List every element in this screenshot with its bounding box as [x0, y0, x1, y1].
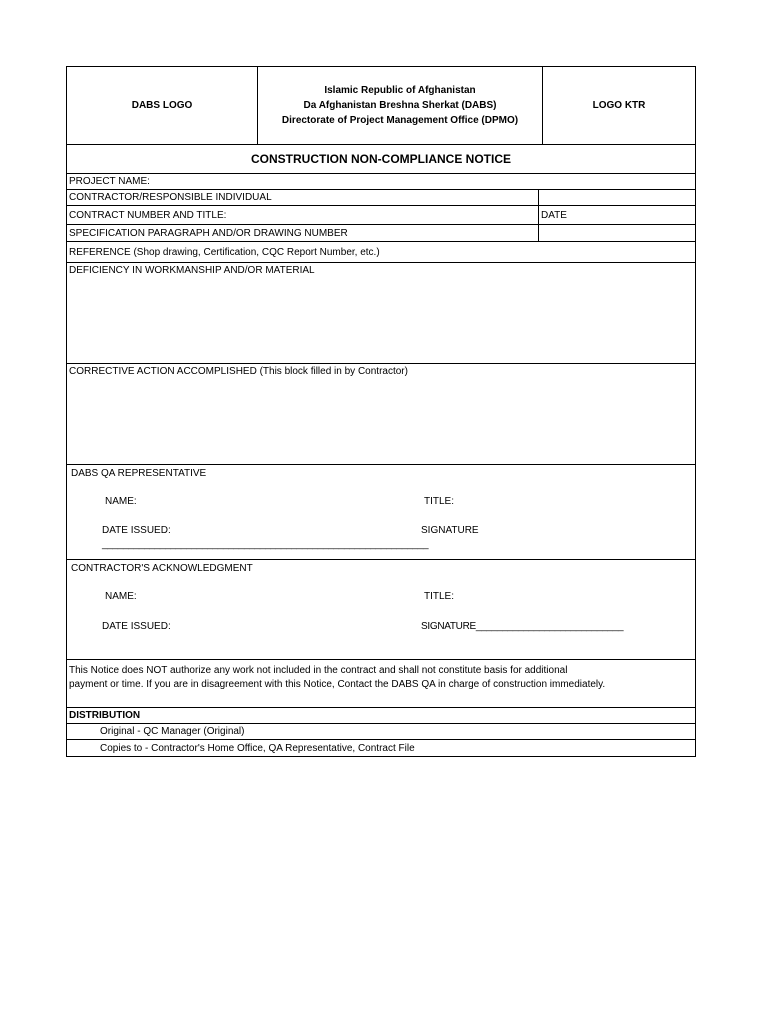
ack-heading: CONTRACTOR'S ACKNOWLEDGMENT: [71, 563, 253, 574]
reference-label: REFERENCE (Shop drawing, Certification, CQC Report Number, etc.): [69, 246, 380, 258]
notice-line-2: payment or time. If you are in disagreement with this Notice, Contact the DABS QA in charge of construction immediately.: [69, 679, 606, 690]
contractor-acknowledgment-block: [67, 560, 695, 660]
org-line-2: Da Afghanistan Breshna Sherkat (DABS): [303, 100, 497, 111]
non-compliance-form: [66, 66, 696, 757]
contractor-row: [67, 190, 695, 206]
distribution-original: Original - QC Manager (Original): [67, 724, 695, 740]
dabs-logo-placeholder: DABS LOGO: [67, 67, 258, 144]
ack-name-label[interactable]: NAME:: [105, 591, 137, 602]
qa-title-label[interactable]: TITLE:: [424, 496, 455, 507]
specification-extra-cell[interactable]: [539, 225, 695, 241]
ack-title-label[interactable]: TITLE:: [424, 591, 455, 602]
distribution-copies: Copies to - Contractor's Home Office, QA Representative, Contract File: [100, 742, 415, 754]
form-title: CONSTRUCTION NON-COMPLIANCE NOTICE: [67, 145, 695, 174]
deficiency-block[interactable]: [67, 263, 695, 364]
distribution-heading: DISTRIBUTION: [67, 708, 695, 724]
org-line-1: Islamic Republic of Afghanistan: [324, 85, 476, 96]
project-name-label: PROJECT NAME:: [69, 176, 150, 187]
corrective-action-block[interactable]: [67, 364, 695, 465]
ack-signature-label[interactable]: SIGNATURE____________________________: [421, 621, 624, 632]
qa-date-issued-label[interactable]: DATE ISSUED:: [102, 525, 171, 536]
contractor-label: CONTRACTOR/RESPONSIBLE INDIVIDUAL: [69, 192, 272, 203]
qa-signature-label[interactable]: SIGNATURE: [421, 525, 479, 536]
date-label: DATE: [541, 209, 567, 221]
ack-date-issued-label[interactable]: DATE ISSUED:: [102, 621, 171, 632]
contractor-field[interactable]: [67, 190, 539, 205]
contract-number-row: [67, 206, 695, 225]
project-name-field[interactable]: [67, 174, 695, 190]
specification-row: [67, 225, 695, 242]
qa-underline: ______________________________________________________________: [102, 539, 429, 550]
qa-name-label[interactable]: NAME:: [105, 496, 137, 507]
date-field[interactable]: [539, 206, 695, 224]
corrective-action-label: CORRECTIVE ACTION ACCOMPLISHED (This block filled in by Contractor): [69, 366, 408, 377]
org-line-3: Directorate of Project Management Office (DPMO): [281, 115, 519, 126]
form-header: [67, 67, 695, 145]
notice-line-1: This Notice does NOT authorize any work not included in the contract and shall not constitute basis for additional: [69, 665, 568, 676]
contractor-extra-cell[interactable]: [539, 190, 695, 205]
ktr-logo-placeholder: LOGO KTR: [592, 100, 646, 111]
contract-number-label: CONTRACT NUMBER AND TITLE:: [69, 209, 227, 221]
reference-field[interactable]: [67, 242, 695, 263]
contract-number-field[interactable]: [67, 206, 539, 224]
organization-block: [258, 67, 543, 144]
specification-field[interactable]: [67, 225, 539, 241]
specification-label: SPECIFICATION PARAGRAPH AND/OR DRAWING NUMBER: [69, 227, 348, 239]
qa-representative-block: [67, 465, 695, 560]
deficiency-label: DEFICIENCY IN WORKMANSHIP AND/OR MATERIAL: [69, 265, 315, 276]
qa-heading: DABS QA REPRESENTATIVE: [71, 468, 207, 479]
disclaimer-notice: [67, 660, 695, 708]
